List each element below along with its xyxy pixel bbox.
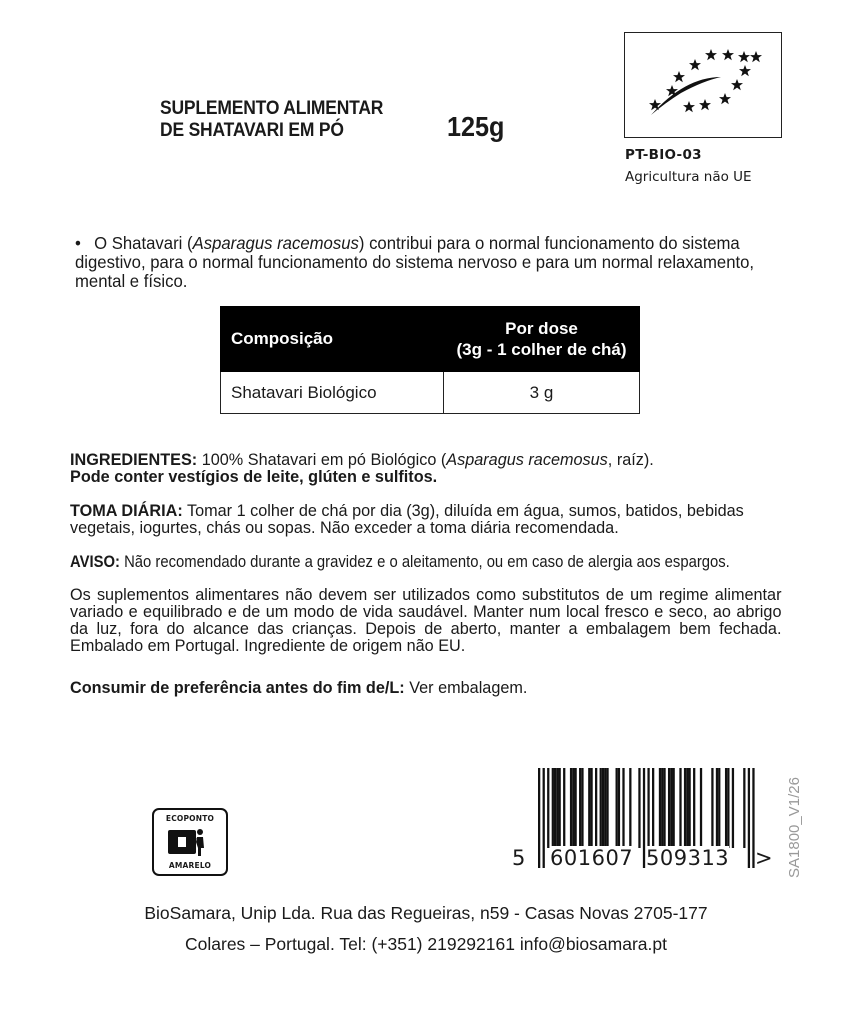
amount-cell: 3 g: [444, 372, 640, 414]
barcode-bar: [622, 768, 624, 848]
barcode-bar: [732, 768, 734, 848]
ingredients-line: [70, 451, 781, 468]
ingredients-text-suffix: , raíz).: [607, 450, 654, 469]
barcode-bar: [590, 768, 592, 848]
barcode-bar: [556, 768, 558, 848]
barcode-bar: [579, 768, 581, 848]
claim-suffix: ) contribui para o normal funcionamento do sistema digestivo, para o normal funcionamento do sistema nervoso e para um normal relaxamento, mental e físico.: [75, 233, 755, 291]
barcode-bar: [618, 768, 620, 848]
footer-address-line2: Colares – Portugal. Tel: (+351) 219292161 info@biosamara.pt: [185, 934, 667, 954]
disclaimer-text: Os suplementos alimentares não devem ser utilizados como substitutos de um regime alimentar variado e equilibrado e de um modo de vida saudável. Manter num local fresco e seco, ao abrigo da luz, fora do alcance das crianças. Depois de aberto, manter a embalagem bem fechada. Embalado em Portugal. Ingrediente de origem não EU.: [70, 585, 782, 655]
barcode-left-group: 601607: [550, 846, 634, 870]
warning-section: [70, 553, 785, 570]
ecoponto-top-text: ECOPONTO: [165, 814, 215, 823]
barcode-bar: [552, 768, 554, 848]
ingredient-cell: Shatavari Biológico: [221, 372, 444, 414]
product-title: [160, 98, 383, 142]
best-before-label: Consumir de preferência antes do fim de/L:: [70, 678, 405, 697]
table-row: [221, 372, 640, 414]
barcode-bar: [606, 768, 608, 848]
warning-text: Não recomendado durante a gravidez e o aleitamento, ou em caso de alergia aos espargos.: [119, 552, 730, 571]
barcode-first-digit: 5: [512, 846, 526, 870]
per-dose-header: [444, 307, 640, 372]
claim-prefix: O Shatavari (: [94, 233, 193, 253]
barcode-bar: [727, 768, 729, 848]
version-code: SA1800_V1/26: [786, 777, 803, 878]
daily-dose-text: Tomar 1 colher de chá por dia (3g), diluída em água, sumos, batidos, bebidas vegetais, iogurtes, chás ou sopas. Não exceder a toma diária recomendada.: [70, 501, 744, 537]
footer-address-line1: BioSamara, Unip Lda. Rua das Regueiras, n59 - Casas Novas 2705-177: [144, 903, 708, 923]
barcode-bar: [570, 768, 572, 848]
barcode-bar: [748, 768, 750, 868]
barcode-bar: [547, 768, 549, 848]
barcode-bar: [559, 768, 561, 848]
product-title-line1: SUPLEMENTO ALIMENTAR: [160, 98, 384, 119]
bullet: •: [75, 233, 81, 253]
barcode-bar: [643, 768, 645, 868]
barcode-bar: [700, 768, 702, 848]
daily-dose-label: TOMA DIÁRIA:: [70, 501, 183, 520]
daily-dose-section: [70, 502, 781, 536]
barcode-bar: [711, 768, 713, 848]
best-before-text: Ver embalagem.: [404, 678, 528, 697]
barcode-bar: [638, 768, 640, 848]
per-dose-header-line1: Por dose: [505, 319, 578, 338]
barcode-bar: [581, 768, 583, 848]
barcode-bar: [554, 768, 556, 848]
ecoponto-bin-icon: [152, 808, 228, 876]
allergen-warning: Pode conter vestígios de leite, glúten e sulfitos.: [70, 467, 438, 486]
barcode-bar: [670, 768, 672, 848]
barcode-bar: [629, 768, 631, 848]
leaf-star: [705, 49, 717, 60]
barcode-bar: [663, 768, 665, 848]
barcode-bar: [600, 768, 602, 848]
barcode-bar: [602, 768, 604, 848]
composition-header-row: [221, 307, 640, 372]
barcode-bar: [595, 768, 597, 848]
best-before-section: [70, 679, 781, 696]
barcode-bar: [661, 768, 663, 848]
composition-header: Composição: [221, 307, 444, 372]
organic-origin: Agricultura não UE: [625, 169, 752, 185]
barcode-bar: [688, 768, 690, 848]
barcode-right-group: 509313: [646, 846, 730, 870]
barcode-bar: [679, 768, 681, 848]
ingredients-text-prefix: 100% Shatavari em pó Biológico (: [197, 450, 447, 469]
barcode-bar: [588, 768, 590, 848]
product-title-line2: DE SHATAVARI EM PÓ: [160, 120, 344, 141]
warning-label: AVISO:: [70, 552, 120, 571]
ingredients-scientific-name: Asparagus racemosus: [446, 450, 608, 469]
barcode-bar: [538, 768, 540, 868]
per-dose-header-line2: (3g - 1 colher de chá): [456, 340, 627, 359]
eu-organic-leaf-icon: [624, 32, 782, 138]
ingredients-section: [70, 451, 781, 485]
barcode-bar: [563, 768, 565, 848]
barcode-bar: [574, 768, 576, 848]
barcode-bar: [686, 768, 688, 848]
barcode-bar: [725, 768, 727, 848]
barcode-bar: [659, 768, 661, 848]
barcode-bar: [718, 768, 720, 848]
ingredients-label: INGREDIENTES:: [70, 450, 198, 469]
barcode-bar: [673, 768, 675, 848]
organic-certification-code: PT-BIO-03: [625, 147, 702, 163]
net-weight: 125g: [447, 111, 505, 142]
barcode-bar: [693, 768, 695, 848]
barcode-bar: [572, 768, 574, 848]
barcode-bar: [543, 768, 545, 868]
barcode-end-marker: >: [755, 846, 774, 870]
barcode-bar: [716, 768, 718, 848]
barcode-bar: [604, 768, 606, 848]
ecoponto-bottom-text: AMARELO: [168, 861, 212, 870]
barcode-bar: [684, 768, 686, 848]
barcode-bar: [616, 768, 618, 848]
barcode: [510, 768, 778, 872]
composition-table: [220, 306, 640, 414]
claim-scientific-name: Asparagus racemosus: [192, 233, 359, 253]
barcode-bar: [652, 768, 654, 848]
barcode-bar: [743, 768, 745, 848]
barcode-bar: [668, 768, 670, 848]
health-claim: [75, 234, 772, 291]
